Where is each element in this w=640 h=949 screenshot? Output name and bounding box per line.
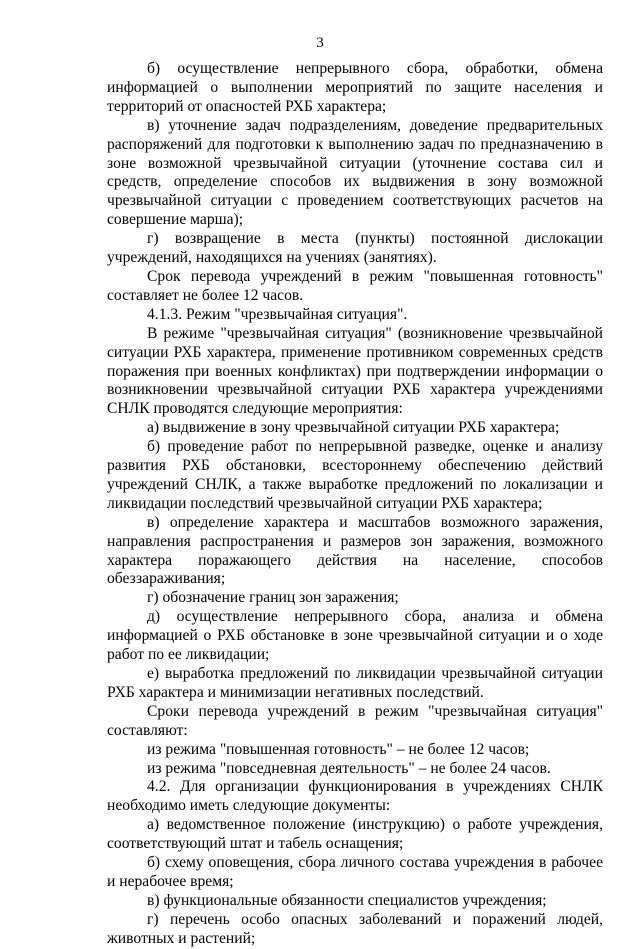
page-number: 3: [316, 35, 324, 51]
paragraph: г) возвращение в места (пункты) постоянной дислокации учреждений, находящихся на учениях (занятиях).: [107, 230, 603, 267]
paragraph: б) осуществление непрерывного сбора, обработки, обмена информацией о выполнении мероприятий по защите населения и территорий от опасностей РХБ характера;: [107, 60, 603, 115]
paragraph: б) схему оповещения, сбора личного состава учреждения в рабочее и нерабочее время;: [107, 854, 603, 890]
paragraph: а) выдвижение в зону чрезвычайной ситуации РХБ характера;: [147, 419, 560, 437]
paragraph: д) осуществление непрерывного сбора, анализа и обмена информацией о РХБ обстановке в зоне чрезвычайной ситуации и о ходе работ по ее ликвидации;: [107, 608, 603, 664]
section-heading: 4.1.3. Режим "чрезвычайная ситуация".: [147, 305, 408, 323]
paragraph: из режима "повседневная деятельность" – не более 24 часов.: [147, 759, 551, 777]
document-body: [107, 60, 603, 949]
paragraph: а) ведомственное положение (инструкцию) о работе учреждения, соответствующий штат и табель оснащения;: [107, 816, 603, 853]
paragraph: Срок перевода учреждений в режим "повышенная готовность" составляет не более 12 часов.: [107, 267, 603, 304]
paragraph: в) функциональные обязанности специалистов учреждения;: [147, 891, 547, 909]
paragraph: в) уточнение задач подразделениям, доведение предварительных распоряжений для подготовки к выполнению задач по предназначению в зоне возможной чрезвычайной ситуации (уточнение состава сил и средств, определение способов их выдвижения в зону возможной чрезвычайной ситуации с проведением соответствующих расчетов на совершение марша);: [107, 116, 603, 229]
paragraph: В режиме "чрезвычайная ситуация" (возникновение чрезвычайной ситуации РХБ характера, применение противником современных средств поражения при военных конфликтах) при подтверждении информации о возникновении чрезвычайной ситуации РХБ характера учреждениями СНЛК проводятся следующие мероприятия:: [107, 324, 603, 418]
paragraph: б) проведение работ по непрерывной разведке, оценке и анализу развития РХБ обстановки, всестороннему обеспечению действий учреждений СНЛК, а также выработке предложений по локализации и ликвидации последствий чрезвычайной ситуации РХБ характера;: [107, 438, 603, 512]
paragraph: е) выработка предложений по ликвидации чрезвычайной ситуации РХБ характера и минимизации негативных последствий.: [107, 665, 603, 701]
paragraph: в) определение характера и масштабов возможного заражения, направления распространения и размеров зон заражения, возможного характера поражающего действия на население, способов обеззараживания;: [107, 513, 603, 588]
paragraph: г) перечень особо опасных заболеваний и поражений людей, животных и растений;: [107, 910, 603, 947]
paragraph: г) обозначение границ зон заражения;: [147, 589, 399, 607]
paragraph: из режима "повышенная готовность" – не более 12 часов;: [147, 740, 530, 758]
paragraph: 4.2. Для организации функционирования в учреждениях СНЛК необходимо иметь следующие документы:: [107, 778, 603, 815]
paragraph: Сроки перевода учреждений в режим "чрезвычайная ситуация" составляют:: [107, 702, 603, 739]
